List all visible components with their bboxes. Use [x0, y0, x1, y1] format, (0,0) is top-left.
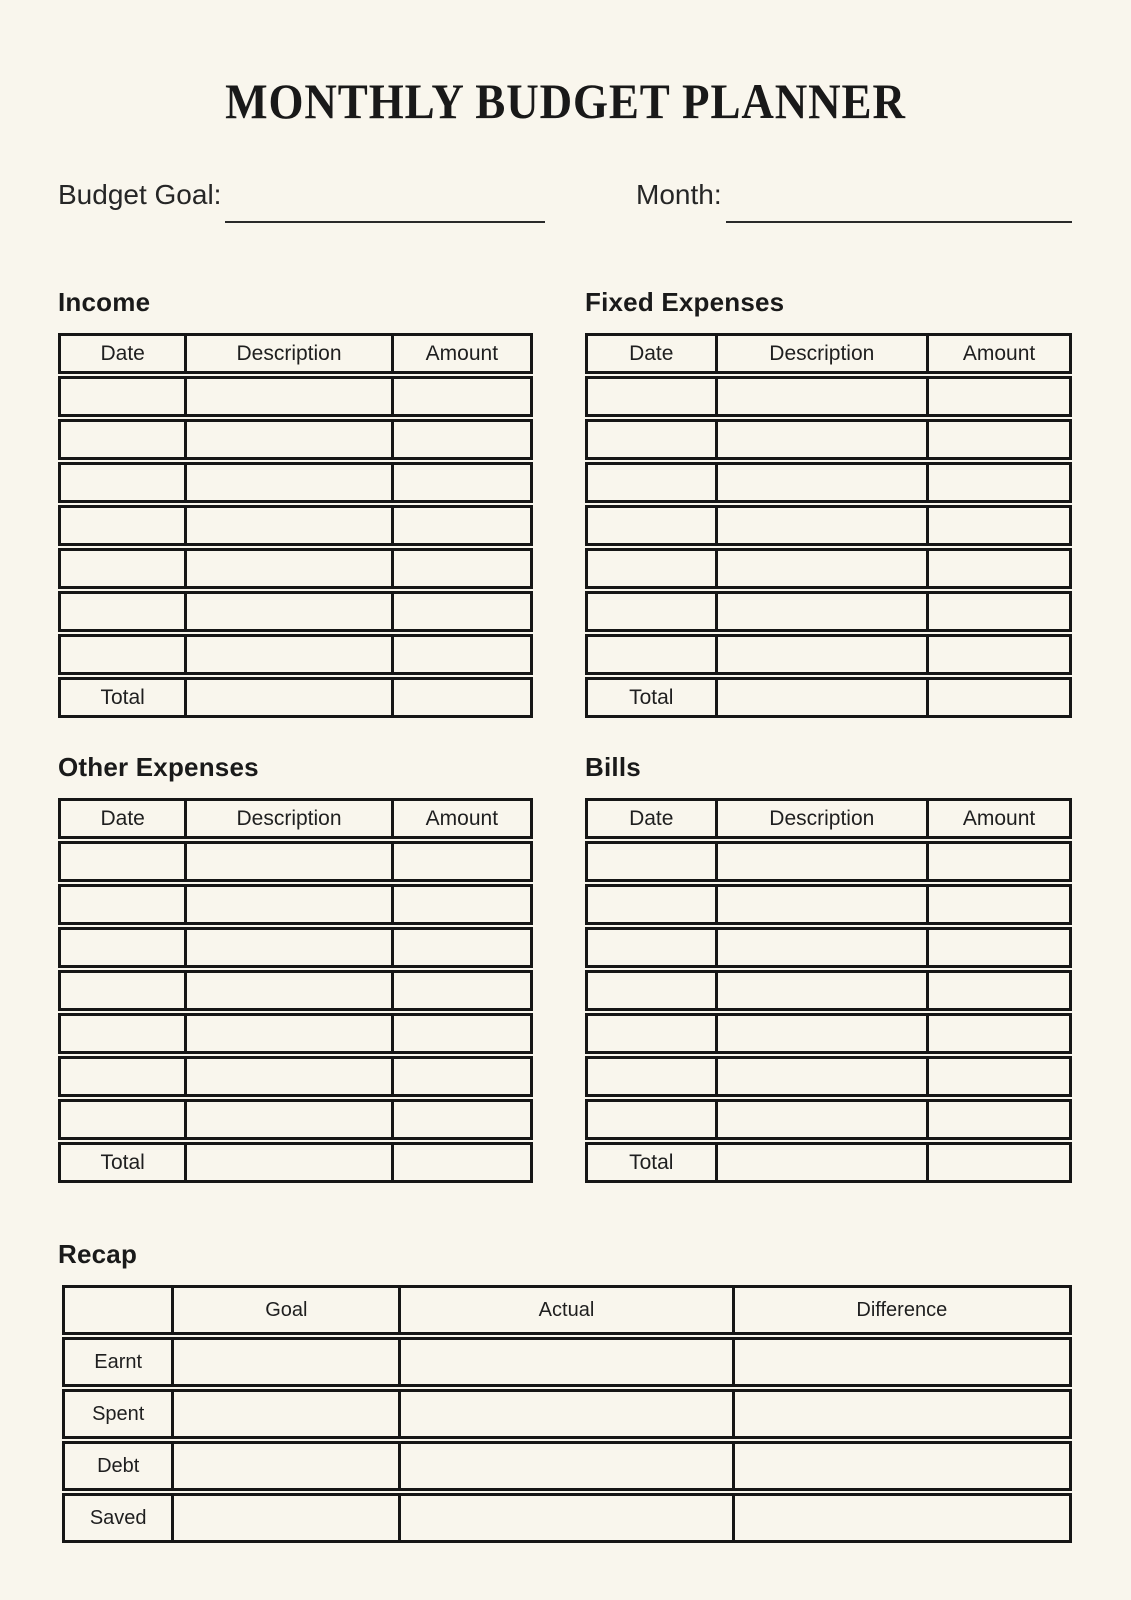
entry-row — [58, 462, 533, 503]
empty-entry-cell — [184, 594, 390, 629]
empty-entry-cell — [61, 973, 184, 1008]
empty-entry-cell — [184, 930, 390, 965]
empty-entry-cell — [184, 973, 390, 1008]
recap-empty-cell — [398, 1444, 731, 1488]
recap-empty-cell — [398, 1496, 731, 1540]
empty-entry-cell — [715, 465, 927, 500]
recap-empty-cell — [732, 1496, 1069, 1540]
total-label-cell: Total — [629, 685, 674, 709]
empty-entry-cell — [61, 1016, 184, 1051]
column-header-cell: Amount — [391, 801, 530, 836]
column-header-cell: Date — [629, 806, 674, 830]
empty-entry-cell — [926, 1059, 1069, 1094]
empty-entry-cell — [61, 1059, 184, 1094]
header-row — [585, 333, 1072, 374]
empty-entry-cell — [61, 594, 184, 629]
entry-row — [58, 634, 533, 675]
header-row — [58, 798, 533, 839]
empty-entry-cell — [926, 1102, 1069, 1137]
empty-entry-cell — [184, 844, 390, 879]
empty-entry-cell — [61, 844, 184, 879]
entry-row — [58, 1056, 533, 1097]
page-content — [58, 179, 1072, 1543]
empty-entry-cell — [61, 1102, 184, 1137]
empty-entry-cell — [391, 422, 530, 457]
recap-section — [58, 1239, 1072, 1543]
total-label-cell: Total — [100, 685, 145, 709]
bills-heading: Bills — [585, 752, 641, 782]
empty-entry-cell — [715, 1059, 927, 1094]
empty-entry-cell — [715, 973, 927, 1008]
entry-row — [58, 376, 533, 417]
column-header-cell: Date — [100, 806, 145, 830]
empty-entry-cell — [926, 594, 1069, 629]
empty-entry-cell — [715, 594, 927, 629]
entry-row — [58, 841, 533, 882]
recap-row-label-cell: Earnt — [94, 1350, 143, 1373]
total-description-cell — [184, 680, 390, 715]
total-row — [58, 677, 533, 718]
recap-column-header-cell: Actual — [398, 1288, 731, 1332]
recap-column-header-cell: Goal — [171, 1288, 398, 1332]
other-expenses-section — [58, 752, 533, 1183]
empty-entry-cell — [926, 637, 1069, 672]
empty-entry-cell — [715, 844, 927, 879]
empty-entry-cell — [61, 465, 184, 500]
entry-row — [585, 591, 1072, 632]
entry-row — [585, 884, 1072, 925]
entry-row — [58, 927, 533, 968]
recap-row — [62, 1441, 1072, 1491]
month-field — [636, 179, 1072, 223]
empty-entry-cell — [926, 844, 1069, 879]
empty-entry-cell — [184, 465, 390, 500]
recap-row — [62, 1337, 1072, 1387]
month-blank-line — [726, 221, 1072, 223]
empty-entry-cell — [184, 551, 390, 586]
empty-entry-cell — [588, 379, 715, 414]
budget-goal-field — [58, 179, 545, 223]
empty-entry-cell — [391, 1016, 530, 1051]
fixed-expenses-table — [585, 333, 1072, 718]
recap-empty-cell — [171, 1444, 398, 1488]
total-amount-cell — [926, 1145, 1069, 1180]
empty-entry-cell — [926, 551, 1069, 586]
empty-entry-cell — [926, 1016, 1069, 1051]
total-label-cell: Total — [629, 1150, 674, 1174]
entry-row — [585, 841, 1072, 882]
empty-entry-cell — [715, 887, 927, 922]
empty-entry-cell — [588, 973, 715, 1008]
total-amount-cell — [391, 680, 530, 715]
total-amount-cell — [926, 680, 1069, 715]
recap-column-header-cell: Difference — [732, 1288, 1069, 1332]
empty-entry-cell — [588, 1102, 715, 1137]
empty-entry-cell — [588, 1016, 715, 1051]
recap-row-label-cell: Debt — [97, 1454, 140, 1477]
entry-row — [585, 505, 1072, 546]
bills-table — [585, 798, 1072, 1183]
empty-entry-cell — [61, 379, 184, 414]
empty-entry-cell — [588, 551, 715, 586]
empty-entry-cell — [61, 422, 184, 457]
empty-entry-cell — [391, 508, 530, 543]
empty-entry-cell — [588, 508, 715, 543]
empty-entry-cell — [926, 930, 1069, 965]
recap-empty-cell — [732, 1392, 1069, 1436]
empty-entry-cell — [588, 887, 715, 922]
empty-entry-cell — [926, 422, 1069, 457]
total-row — [585, 1142, 1072, 1183]
entry-row — [585, 376, 1072, 417]
column-header-cell: Description — [184, 801, 390, 836]
entry-row — [585, 1099, 1072, 1140]
empty-entry-cell — [61, 508, 184, 543]
empty-entry-cell — [184, 379, 390, 414]
recap-empty-cell — [171, 1340, 398, 1384]
empty-entry-cell — [184, 637, 390, 672]
empty-entry-cell — [588, 930, 715, 965]
empty-entry-cell — [391, 594, 530, 629]
column-header-cell: Description — [184, 336, 390, 371]
empty-entry-cell — [588, 594, 715, 629]
empty-entry-cell — [391, 1059, 530, 1094]
bills-section — [585, 752, 1072, 1183]
income-table — [58, 333, 533, 718]
empty-entry-cell — [61, 887, 184, 922]
entry-row — [58, 419, 533, 460]
recap-corner-cell — [65, 1288, 171, 1332]
entry-row — [58, 591, 533, 632]
empty-entry-cell — [184, 887, 390, 922]
empty-entry-cell — [715, 1016, 927, 1051]
total-amount-cell — [391, 1145, 530, 1180]
empty-entry-cell — [715, 1102, 927, 1137]
total-row — [585, 677, 1072, 718]
recap-header-row — [62, 1285, 1072, 1335]
empty-entry-cell — [391, 887, 530, 922]
empty-entry-cell — [588, 465, 715, 500]
empty-entry-cell — [391, 465, 530, 500]
tables-grid — [58, 287, 1072, 1183]
empty-entry-cell — [61, 551, 184, 586]
empty-entry-cell — [926, 508, 1069, 543]
header-row — [585, 798, 1072, 839]
recap-empty-cell — [171, 1392, 398, 1436]
empty-entry-cell — [391, 637, 530, 672]
entry-row — [58, 884, 533, 925]
empty-entry-cell — [391, 973, 530, 1008]
column-header-cell: Amount — [391, 336, 530, 371]
entry-row — [585, 634, 1072, 675]
empty-entry-cell — [391, 551, 530, 586]
entry-row — [585, 1013, 1072, 1054]
form-row — [58, 179, 1072, 223]
entry-row — [58, 505, 533, 546]
total-description-cell — [715, 1145, 927, 1180]
total-description-cell — [184, 1145, 390, 1180]
empty-entry-cell — [391, 930, 530, 965]
empty-entry-cell — [184, 1059, 390, 1094]
entry-row — [58, 1099, 533, 1140]
empty-entry-cell — [715, 422, 927, 457]
recap-row-label-cell: Spent — [92, 1402, 145, 1425]
month-label: Month: — [636, 179, 722, 210]
recap-table — [62, 1285, 1072, 1543]
column-header-cell: Amount — [926, 336, 1069, 371]
empty-entry-cell — [926, 973, 1069, 1008]
entry-row — [58, 1013, 533, 1054]
page-title: MONTHLY BUDGET PLANNER — [225, 73, 906, 129]
entry-row — [58, 548, 533, 589]
empty-entry-cell — [391, 1102, 530, 1137]
empty-entry-cell — [61, 930, 184, 965]
recap-row — [62, 1493, 1072, 1543]
empty-entry-cell — [391, 844, 530, 879]
entry-row — [58, 970, 533, 1011]
empty-entry-cell — [926, 887, 1069, 922]
other-expenses-heading: Other Expenses — [58, 752, 259, 782]
recap-empty-cell — [171, 1496, 398, 1540]
column-header-cell: Date — [100, 341, 145, 365]
recap-heading: Recap — [58, 1239, 138, 1269]
recap-empty-cell — [398, 1340, 731, 1384]
empty-entry-cell — [715, 379, 927, 414]
income-heading: Income — [58, 287, 151, 317]
empty-entry-cell — [588, 637, 715, 672]
column-header-cell: Date — [629, 341, 674, 365]
empty-entry-cell — [61, 637, 184, 672]
recap-empty-cell — [398, 1392, 731, 1436]
empty-entry-cell — [715, 637, 927, 672]
empty-entry-cell — [184, 1016, 390, 1051]
recap-empty-cell — [732, 1340, 1069, 1384]
total-description-cell — [715, 680, 927, 715]
recap-row-label-cell: Saved — [89, 1506, 147, 1529]
total-label-cell: Total — [100, 1150, 145, 1174]
column-header-cell: Description — [715, 336, 927, 371]
total-row — [58, 1142, 533, 1183]
entry-row — [585, 548, 1072, 589]
column-header-cell: Description — [715, 801, 927, 836]
column-header-cell: Amount — [926, 801, 1069, 836]
budget-goal-label: Budget Goal: — [58, 179, 222, 210]
other-expenses-table — [58, 798, 533, 1183]
budget-goal-blank-line — [225, 221, 545, 223]
empty-entry-cell — [184, 1102, 390, 1137]
header-row — [58, 333, 533, 374]
income-section — [58, 287, 533, 718]
empty-entry-cell — [184, 422, 390, 457]
empty-entry-cell — [588, 844, 715, 879]
empty-entry-cell — [588, 1059, 715, 1094]
empty-entry-cell — [588, 422, 715, 457]
entry-row — [585, 462, 1072, 503]
empty-entry-cell — [184, 508, 390, 543]
entry-row — [585, 1056, 1072, 1097]
empty-entry-cell — [715, 508, 927, 543]
entry-row — [585, 419, 1072, 460]
fixed-expenses-heading: Fixed Expenses — [585, 287, 785, 317]
recap-row — [62, 1389, 1072, 1439]
empty-entry-cell — [391, 379, 530, 414]
entry-row — [585, 927, 1072, 968]
empty-entry-cell — [926, 465, 1069, 500]
fixed-expenses-section — [585, 287, 1072, 718]
empty-entry-cell — [715, 551, 927, 586]
empty-entry-cell — [926, 379, 1069, 414]
entry-row — [585, 970, 1072, 1011]
empty-entry-cell — [715, 930, 927, 965]
recap-empty-cell — [732, 1444, 1069, 1488]
